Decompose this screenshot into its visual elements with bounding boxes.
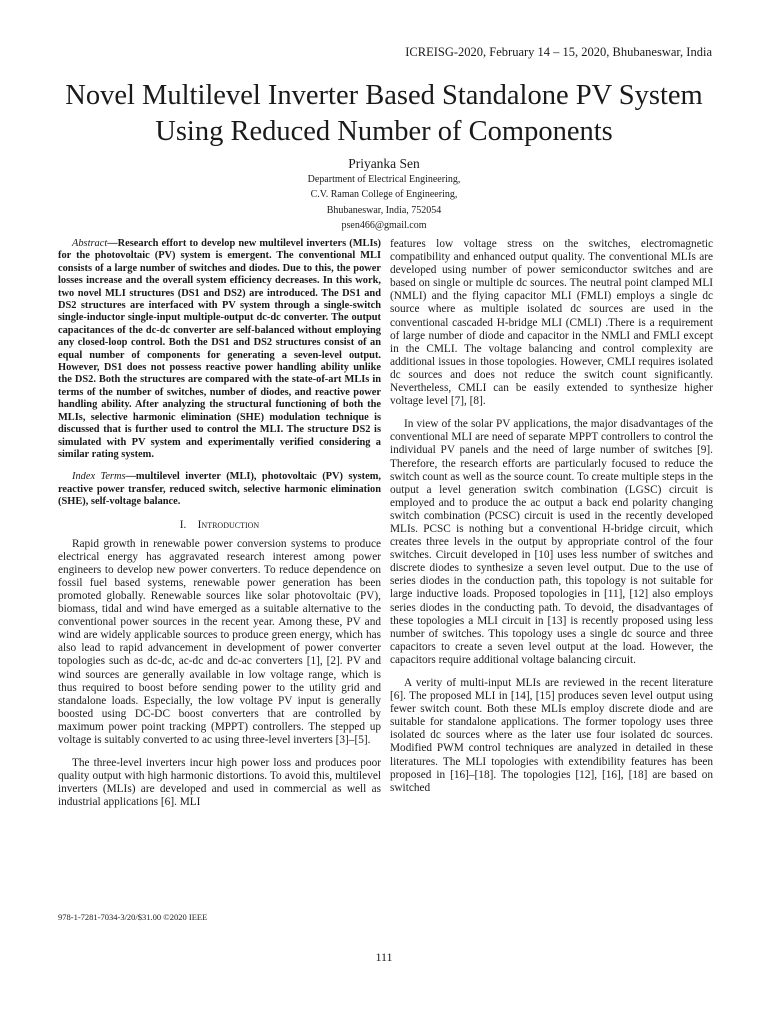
right-column xyxy=(390,238,713,805)
abstract-label: Abstract xyxy=(72,238,108,249)
index-terms-label: Index Terms xyxy=(72,471,126,483)
abstract: Abstract—Research effort to develop new multilevel inverters (MLIs) for the photovoltaic (PV) system is emergent. The conventional MLI consists of a large number of switches and diodes. Due to this, the power losses increase and the overall system efficiency decreases. In this work, two novel MLI structures (DS1 and DS2) are introduced. The DS1 and DS2 structures are interfaced with PV system through a single-switch single-inductor single-input multiple-output dc-dc converter. The output capacitances of the dc-dc converter are self-balanced without employing any closed-loop control. Both the DS1 and DS2 structures consist of an equal number of components for generating a seven-level output. However, DS1 does not possess reactive power handling ability unlike the DS2. Both the structures are compared with the state-of-art MLIs in terms of the number of switches, number of diodes, and reactive power handling ability. After analyzing the structural functioning of both the MLIs, selective harmonic elimination (SHE) modulation technique is discussed that is further used to control the MLI. The structure DS2 is simulated with PV system and experimentally verified considering a similar rating system. xyxy=(58,238,381,460)
left-column xyxy=(58,238,381,820)
paper-title: Novel Multilevel Inverter Based Standalone PV System Using Reduced Number of Components xyxy=(65,80,703,147)
section-heading xyxy=(58,519,381,532)
section-number: I. xyxy=(179,518,187,531)
body-paragraph: features low voltage stress on the switches, electromagnetic compatibility and enhanced output quality. The conventional MLIs are developed using number of power semiconductor switches and are based on single or multiple dc sources. The neutral point clamped MLI (NMLI) and the flying capacitor MLI (FMLI) employs a single dc source where as multiple isolated dc sources are used in the conventional cascaded H-bridge MLI (CMLI) .There is a requirement of large number of diode and capacitor in the NMLI and FMLI except in the CMLI. The voltage balancing and control complexity are additional issues in those topologies. However, CMLI requires isolated dc sources and does not reduce the switch count significantly. Nevertheless, CMLI can be easily extended to synthesize higher voltage level [7], [8]. xyxy=(390,238,713,408)
author-city: Bhubaneswar, India, 752054 xyxy=(326,204,442,216)
body-paragraph: The three-level inverters incur high power loss and produces poor quality output with high harmonic distortions. To avoid this, multilevel inverters (MLIs) are developed and used in commercial as well as industrial applications [6]. MLI xyxy=(58,757,381,809)
author-college: C.V. Raman College of Engineering, xyxy=(310,189,458,201)
conference-header: ICREISG-2020, February 14 – 15, 2020, Bhubaneswar, India xyxy=(405,45,712,59)
abstract-text: Research effort to develop new multilevel inverters (MLIs) for the photovoltaic (PV) system is emergent. The conventional MLI consists of a large number of switches and diodes. Due to this, the power losses increase and the overall system efficiency decreases. In this work, two novel MLI structures (DS1 and DS2) are introduced. The DS1 and DS2 structures are interfaced with PV system through a single-switch single-inductor single-input multiple-output dc-dc converter. The output capacitances of the dc-dc converter are self-balanced without employing any closed-loop control. Both the DS1 and DS2 structures consist of an equal number of components for generating a seven-level output. However, DS1 does not possess reactive power handling ability unlike the DS2. Both the structures are compared with the state-of-art MLIs in terms of the number of switches, number of diodes, and reactive power handling ability. After analyzing the structural functioning of both the MLIs, selective harmonic elimination (SHE) modulation technique is discussed that is further used to control the MLI. The structure DS2 is simulated with PV system and experimentally verified considering a similar rating system. xyxy=(58,238,381,460)
section-title: Introduction xyxy=(197,518,260,531)
index-terms: Index Terms—multilevel inverter (MLI), photovoltaic (PV) system, reactive power transfer, reduced switch, selective harmonic elimination (SHE), self-voltage balance. xyxy=(58,471,381,508)
author-email: psen466@gmail.com xyxy=(341,220,427,232)
page-number: 111 xyxy=(375,950,393,964)
index-terms-text: multilevel inverter (MLI), photovoltaic (PV) system, reactive power transfer, reduced switch, selective harmonic elimination (SHE), self-voltage balance. xyxy=(58,471,381,508)
body-paragraph: Rapid growth in renewable power conversion systems to produce electrical energy has aggravated research interest among power engineers to develop new power converters. To reduce dependence on fossil fuel based systems, renewable power generation has been promoted globally. Renewable sources like solar photovoltaic (PV), biomass, tidal and wind have emerged as a suitable alternative to the conventional power sources in the recent year. Among these, PV and wind are widely applicable sources to produce green energy, which has also lead to rapid advancement in development of power converter topologies such as dc-dc, ac-dc and dc-ac converters [1], [2]. PV and wind sources are generally available in low voltage range, which is thus required to boost before sending power to the utility grid and standalone loads. Especially, the low voltage PV input is generally boosted using DC-DC boost converters that are controlled by maximum power point tracking (MPPT) controllers. The stepped up voltage is suitably converted to ac using three-level inverters [3]–[5]. xyxy=(58,537,381,747)
author-department: Department of Electrical Engineering, xyxy=(307,174,461,185)
body-paragraph: In view of the solar PV applications, the major disadvantages of the conventional MLI are need of separate MPPT controllers to control the individual PV panels and the need of large number of switches [9]. Therefore, the research efforts are particularly focused to reduce the switch count as well as the source count. To create multiple steps in the output a level generation switch combination (LGSC) circuit is employed and to produce the ac output a back end polarity changing switch combination (PCSC) circuit is used in the recently developed MLIs. PCSC is nothing but a conventional H-bridge circuit, which creates three levels in the output by appropriate control of the four switches. Circuit developed in [10] uses less number of switches and discrete diodes to synthesize a seven level output. Due to the use of series diodes in the conduction path, this topology is not suitable for large inductive loads. Proposed topologies in [11], [12] also employs series diodes in the conducting path. To devoid, the disadvantages of these topologies a MLI circuit in [13] is recently proposed using less number of switches. This topology uses a single dc source and three capacitors to create a seven level output at the load. However, the capacitors require additional voltage balancing circuit. xyxy=(390,418,713,666)
author-affiliation xyxy=(0,172,768,234)
copyright-line: 978-1-7281-7034-3/20/$31.00 ©2020 IEEE xyxy=(58,912,208,922)
author-name: Priyanka Sen xyxy=(348,156,420,171)
body-paragraph: A verity of multi-input MLIs are reviewed in the recent literature [6]. The proposed MLI in [14], [15] produces seven level output using fewer switch count. Both these MLIs employ discrete diode and are suitable for standalone applications. The former topology uses three isolated dc sources where as the later use four isolated dc sources. Modified PWM control techniques are analyzed in detailed in these literatures. The MLI topologies with extendibility features has been proposed in [16]–[18]. The topologies [12], [16], [18] are based on switched xyxy=(390,677,713,794)
